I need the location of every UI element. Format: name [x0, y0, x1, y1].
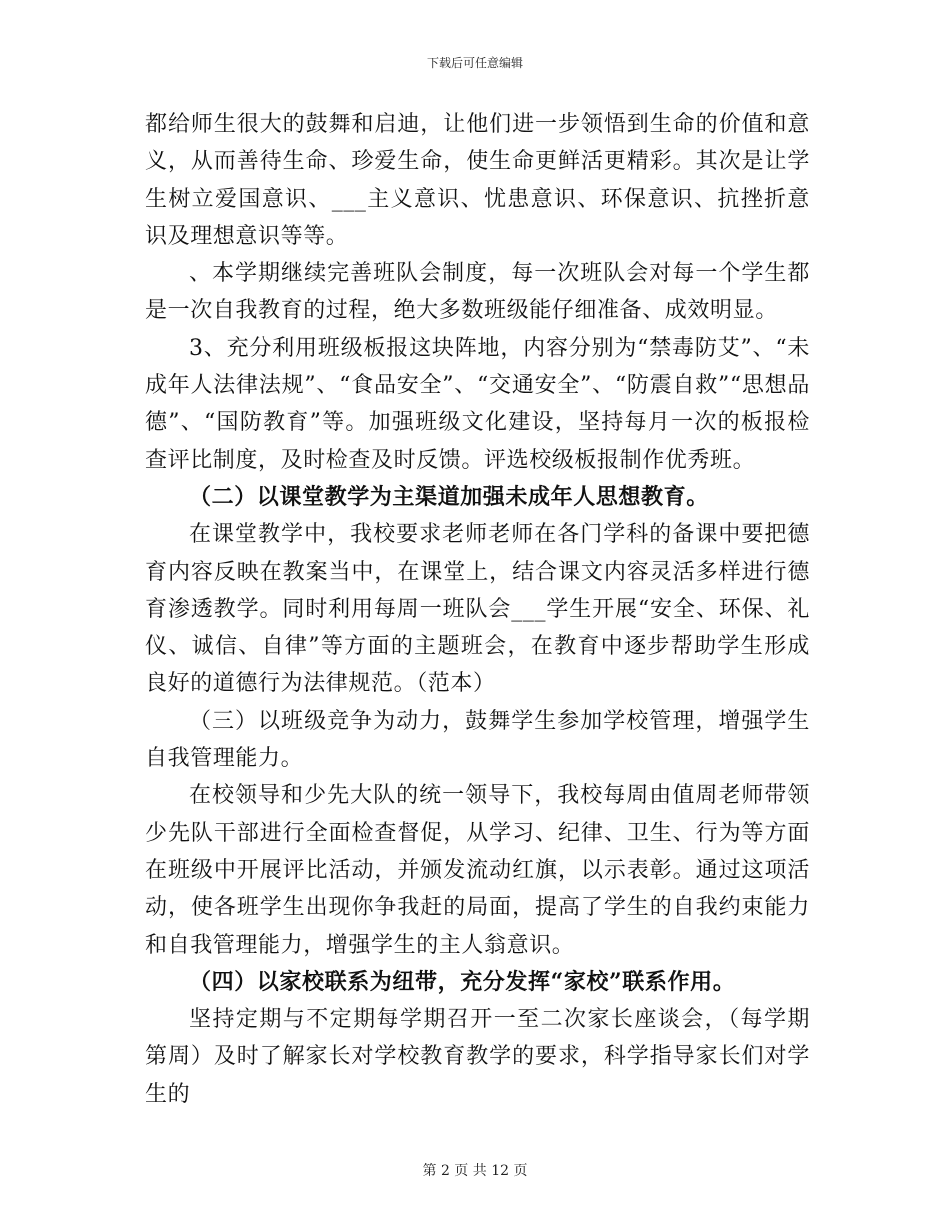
- page-footer: 第 2 页 共 12 页: [422, 1163, 528, 1179]
- page-header: 下载后可任意编辑: [426, 56, 523, 70]
- paragraph-blackboard: 3、充分利用班级板报这块阵地，内容分别为“禁毒防艾”、“未成年人法律法规”、“食品安全”、“交通安全”、“防震自救”“思想品德”、“国防教育”等。加强班级文化建设，坚持每月一次的板报检查评比制度，及时检查及时反馈。评选校级板报制作优秀班。: [145, 335, 810, 473]
- document-body: [145, 106, 810, 1113]
- paragraph-continuation: 都给师生很大的鼓舞和启迪，让他们进一步领悟到生命的价值和意义，从而善待生命、珍爱生命，使生命更鲜活更精彩。其次是让学生树立爱国意识、___主义意识、忧患意识、环保意识、抗挫折意识及理想意识等等。: [145, 112, 810, 249]
- paragraph-home-school: 坚持定期与不定期每学期召开一至二次家长座谈会，（每学期第周）及时了解家长对学校教育教学的要求，科学指导家长们对学生的: [145, 1007, 810, 1107]
- paragraph-class-meeting: 、本学期继续完善班队会制度，每一次班队会对每一个学生都是一次自我教育的过程，绝大多数班级能仔细准备、成效明显。: [145, 261, 810, 324]
- paragraph-competition: 在校领导和少先大队的统一领导下，我校每周由值周老师带领少先队干部进行全面检查督促，从学习、纪律、卫生、行为等方面在班级中开展评比活动，并颁发流动红旗，以示表彰。通过这项活动，使各班学生出现你争我赶的局面，提高了学生的自我约束能力和自我管理能力，增强学生的主人翁意识。: [145, 783, 810, 958]
- section-heading-3: （三）以班级竞争为动力，鼓舞学生参加学校管理，增强学生自我管理能力。: [145, 708, 810, 772]
- section-heading-4: （四）以家校联系为纽带，充分发挥“家校”联系作用。: [189, 968, 736, 995]
- section-heading-2: （二）以课堂教学为主渠道加强未成年人思想教育。: [189, 483, 709, 510]
- paragraph-classroom: 在课堂教学中，我校要求老师老师在各门学科的备课中要把德育内容反映在教案当中，在课堂上，结合课文内容灵活多样进行德育渗透教学。同时利用每周一班队会___学生开展“安全、环保、礼仪、诚信、自律”等方面的主题班会，在教育中逐步帮助学生形成良好的道德行为法律规范。（范本）: [145, 522, 810, 697]
